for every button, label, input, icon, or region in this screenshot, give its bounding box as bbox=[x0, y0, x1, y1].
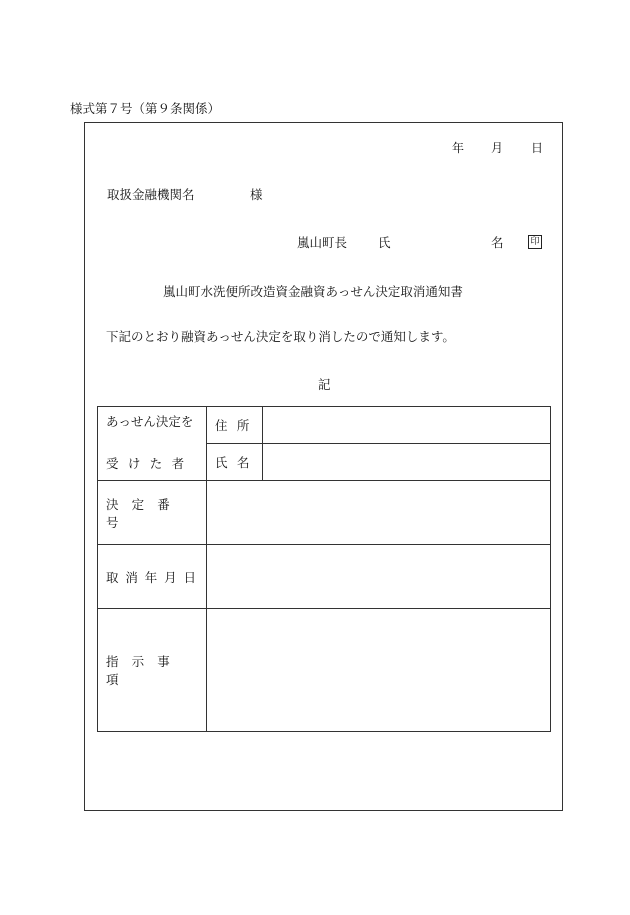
addressee-label: 取扱金融機関名 bbox=[107, 187, 195, 202]
recipient-label-cell bbox=[98, 407, 207, 481]
name-field[interactable] bbox=[263, 444, 551, 481]
address-label: 住所 bbox=[207, 407, 263, 444]
issuer-title: 嵐山町長 bbox=[297, 235, 348, 250]
issuer-name-shi: 氏 bbox=[378, 235, 391, 250]
issuer-name-mei: 名 bbox=[491, 235, 504, 250]
table-row bbox=[98, 609, 551, 732]
decision-number-label: 決定番号 bbox=[98, 481, 207, 545]
detail-table bbox=[97, 406, 551, 732]
table-row bbox=[98, 407, 551, 444]
form-number-label: 様式第７号（第９条関係） bbox=[70, 101, 221, 116]
recipient-label-line2: 受けた者 bbox=[106, 455, 194, 471]
decision-number-field[interactable] bbox=[207, 481, 551, 545]
document-title: 嵐山町水洗便所改造資金融資あっせん決定取消通知書 bbox=[163, 284, 463, 299]
table-row bbox=[98, 545, 551, 609]
addressee-honorific: 様 bbox=[250, 187, 263, 202]
instructions-label: 指示事項 bbox=[98, 609, 207, 732]
date-day-label: 日 bbox=[531, 141, 544, 155]
date-month-label: 月 bbox=[491, 141, 504, 155]
name-label: 氏名 bbox=[207, 444, 263, 481]
cancel-date-label: 取消年月日 bbox=[98, 545, 207, 609]
document-body: 下記のとおり融資あっせん決定を取り消したので通知します。 bbox=[106, 329, 455, 344]
cancel-date-field[interactable] bbox=[207, 545, 551, 609]
recipient-label-line1: あっせん決定を bbox=[106, 414, 194, 429]
date-year-label: 年 bbox=[452, 141, 465, 155]
table-row bbox=[98, 481, 551, 545]
seal-stamp: 印 bbox=[528, 235, 542, 249]
instructions-field[interactable] bbox=[207, 609, 551, 732]
address-field[interactable] bbox=[263, 407, 551, 444]
ki-heading: 記 bbox=[318, 377, 331, 392]
